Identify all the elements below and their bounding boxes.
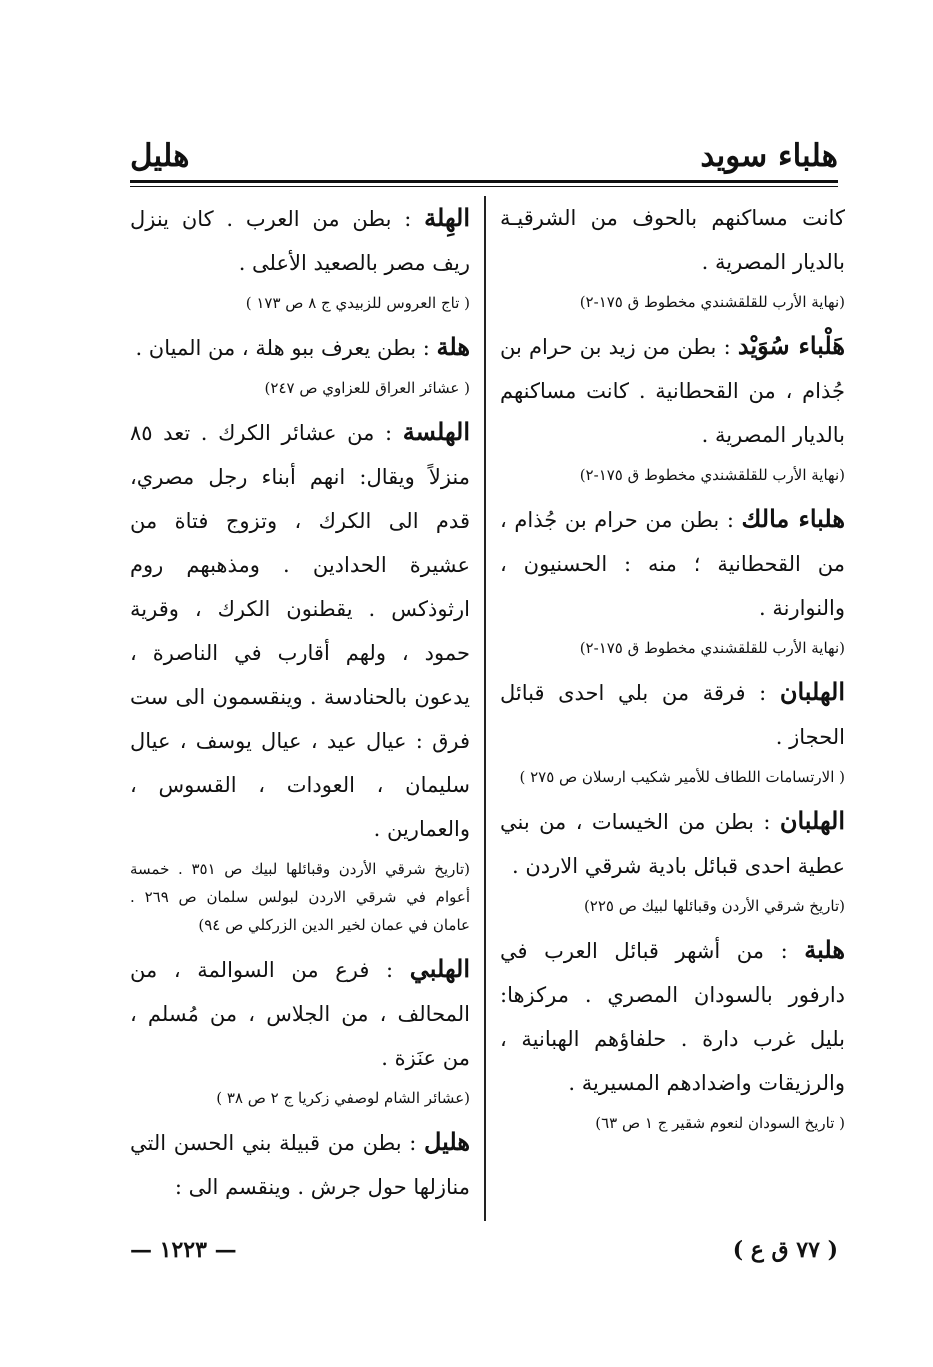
entry-reference: (نهاية الأرب للقلقشندي مخطوط ق ١٧٥-٢)	[579, 293, 845, 311]
entry	[130, 947, 470, 1080]
entry-term: الهِلة	[424, 203, 470, 232]
entry-text: : بطن يعرف ببو هلة ، من الميان .	[135, 336, 430, 360]
entry	[130, 1120, 470, 1209]
left-column	[130, 196, 470, 1213]
entry-text: كانت مساكنهم بالحوف من الشرقيـة بالديار المصرية .	[500, 206, 845, 274]
header-left-title: هليل	[130, 138, 190, 174]
page-header	[130, 128, 838, 174]
header-rule-thin	[130, 186, 838, 187]
right-column	[500, 196, 845, 1145]
entry	[500, 497, 845, 630]
entry-reference: (تاريخ شرقي الأردن وقبائلها لبيك ص ٣٥١ . خمسة أعوام في شرقي الاردن لبولس سلمان ص ٢٦٩ . عامان في عمان لخير الدين الزركلي ص ٩٤)	[130, 860, 470, 934]
entry-term: هلة	[436, 332, 470, 361]
entry-text: : فرع من السوالمة ، من المحالف ، من الجلاس ، من مُسلم ، من عنَزة .	[130, 958, 470, 1070]
entry-text: : بطن من قبيلة بني الحسن التي منازلها حول جرش . وينقسم الى :	[130, 1131, 470, 1199]
entry-term: هليل	[423, 1127, 470, 1156]
entry-reference: (نهاية الأرب للقلقشندي مخطوط ق ١٧٥-٢)	[579, 466, 845, 484]
entry-text: : بطن من العرب . كان ينزل ريف مصر بالصعيد الأعلى .	[130, 207, 470, 275]
entry	[130, 325, 470, 370]
entry-text: : بطن من الخيسات ، من بني عطية احدى قبائل بادية شرقي الاردن .	[500, 810, 845, 878]
entry-reference: (نهاية الأرب للقلقشندي مخطوط ق ١٧٥-٢)	[579, 639, 845, 657]
entry-term: الهلبان	[779, 677, 845, 706]
page-number: — ١٢٢٣ —	[130, 1237, 237, 1263]
entry-reference: ( تاريخ السودان لنعوم شقير ج ١ ص ٦٣)	[595, 1114, 845, 1132]
header-rule-thick	[130, 180, 838, 183]
entry	[500, 324, 845, 457]
entry-text: : من أشهر قبائل العرب في دارفور بالسودان المصري . مركزها: بليل غرب دارة . حلفاؤهم الهبانية ، والرزيقات واضدادهم المسيرية .	[500, 939, 845, 1095]
entry-reference: ( تاج العروس للزبيدي ج ٨ ص ١٧٣ )	[245, 294, 470, 312]
entry-term: هَلْباء سُوَيْد	[737, 331, 845, 360]
entry-term: الهلبي	[409, 954, 470, 983]
entry	[130, 196, 470, 285]
entry-text: : من عشائر الكرك . تعد ٨٥ منزلاً ويقال: انهم أبناء رجل مصري، قدم الى الكرك ، وتزوج فتاة من عشيرة الحدادين . ومذهبهم روم ارثوذكس . يقطنون الكرك ، وقرية حمود ، ولهم أقارب في الناصرة ، يدعون بالحنادسة . وينقسمون الى ست فرق : عيال عيد ، عيال يوسف ، عيال سليمان ، العودات ، القسوس ، والعمارين .	[130, 421, 470, 841]
entry	[130, 410, 470, 851]
entry-reference: (تاريخ شرقي الأردن وقبائلها لبيك ص ٢٢٥)	[583, 897, 845, 915]
column-divider	[484, 196, 486, 1221]
entry-reference: ( عشائر العراق للعزاوي ص ٢٤٧)	[264, 379, 470, 397]
entry	[500, 196, 845, 284]
entry	[500, 799, 845, 888]
entry	[500, 670, 845, 759]
entry-term: الهلبان	[779, 806, 845, 835]
entry-text: : بطن من زيد بن حرام بن جُذام ، من القحطانية . كانت مساكنهم بالديار المصرية .	[500, 335, 845, 447]
footer-signature: ( ٧٧ ق ع )	[732, 1237, 838, 1263]
page-footer	[130, 1230, 838, 1270]
entry-term: هلباء مالك	[741, 504, 845, 533]
entry-reference: ( الارتسامات اللطاف للأمير شكيب ارسلان ص ٢٧٥ )	[519, 768, 845, 786]
entry	[500, 928, 845, 1105]
entry-text: : بطن من حرام بن جُذام ، من القحطانية ؛ منه : الحسنيون ، والنوارنة .	[500, 508, 845, 620]
entry-term: الهلسة	[402, 417, 470, 446]
entry-term: هلبة	[804, 935, 845, 964]
entry-reference: (عشائر الشام لوصفي زكريا ج ٢ ص ٣٨ )	[216, 1089, 470, 1107]
entry-text: : فرقة من بلي احدى قبائل الحجاز .	[500, 681, 845, 749]
header-right-title: هلباء سويد	[700, 138, 838, 174]
